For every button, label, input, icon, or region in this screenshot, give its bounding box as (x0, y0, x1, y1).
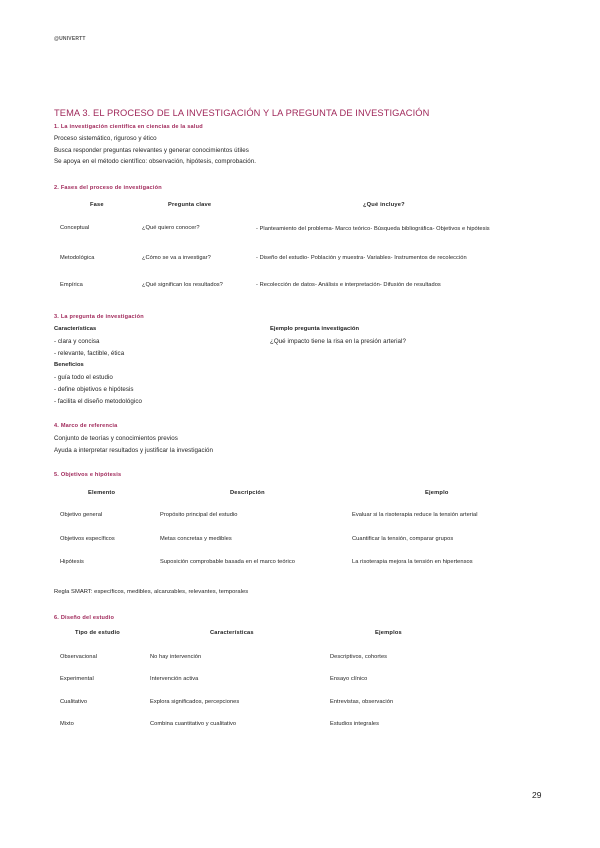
caracteristica-item: - relevante, factible, ética (54, 350, 125, 357)
phase-row-pregunta: ¿Qué significan los resultados? (142, 282, 223, 288)
brand-logo: @UNIVERTT (54, 36, 86, 42)
beneficio-item: - facilita el diseño metodológico (54, 398, 142, 405)
phase-row-pregunta: ¿Qué quiero conocer? (142, 225, 200, 231)
smart-rule-note: Regla SMART: específicos, medibles, alcanzables, relevantes, temporales (54, 589, 249, 595)
caracteristicas-label: Características (54, 326, 97, 332)
section-6-heading: 6. Diseño del estudio (54, 615, 115, 621)
section-1-heading: 1. La investigación científica en ciencias de la salud (54, 124, 203, 130)
design-row-ejemplos: Descriptivos, cohortes (330, 654, 388, 660)
phases-col-incluye: ¿Qué incluye? (363, 202, 405, 208)
phases-col-fase: Fase (90, 202, 104, 208)
design-row-caracteristicas: No hay intervención (150, 654, 202, 660)
design-row-tipo: Mixto (60, 721, 74, 727)
section-2-heading: 2. Fases del proceso de investigación (54, 185, 162, 191)
design-row-ejemplos: Estudios integrales (330, 721, 380, 727)
section-4-line: Ayuda a interpretar resultados y justificar la investigación (54, 447, 214, 454)
phase-row-fase: Empírica (60, 282, 83, 288)
beneficio-item: - define objetivos e hipótesis (54, 386, 134, 393)
objectives-col-descripcion: Descripción (230, 490, 265, 496)
design-row-caracteristicas: Explora significados, percepciones (150, 699, 240, 705)
design-row-ejemplos: Entrevistas, observación (330, 699, 394, 705)
section-5-heading: 5. Objetivos e hipótesis (54, 472, 122, 478)
section-1-line: Proceso sistemático, riguroso y ético (54, 135, 157, 142)
objectives-col-elemento: Elemento (88, 490, 116, 496)
page-number: 29 (532, 790, 542, 800)
design-row-tipo: Experimental (60, 676, 94, 682)
phase-row-incluye: - Planteamiento del problema- Marco teórico- Búsqueda bibliográfica- Objetivos e hipótesis (256, 226, 490, 232)
objective-row-ejemplo: La risoterapia mejora la tensión en hipertensos (352, 559, 473, 565)
objective-row-descripcion: Metas concretas y medibles (160, 536, 232, 542)
design-col-tipo: Tipo de estudio (75, 630, 120, 636)
beneficios-label: Beneficios (54, 362, 84, 368)
caracteristica-item: - clara y concisa (54, 338, 100, 345)
objective-row-elemento: Objetivo general (60, 512, 103, 518)
beneficio-item: - guía todo el estudio (54, 374, 113, 381)
design-row-ejemplos: Ensayo clínico (330, 676, 368, 682)
phase-row-fase: Metodológica (60, 255, 95, 261)
design-row-caracteristicas: Combina cuantitativo y cualitativo (150, 721, 237, 727)
design-col-caracteristicas: Características (210, 630, 254, 636)
ejemplo-label: Ejemplo pregunta investigación (270, 326, 360, 332)
design-row-caracteristicas: Intervención activa (150, 676, 199, 682)
objective-row-ejemplo: Cuantificar la tensión, comparar grupos (352, 536, 454, 542)
phase-row-pregunta: ¿Cómo se va a investigar? (142, 255, 211, 261)
design-col-ejemplos: Ejemplos (375, 630, 402, 636)
section-1-line: Busca responder preguntas relevantes y generar conocimientos útiles (54, 147, 249, 154)
section-1-line: Se apoya en el método científico: observación, hipótesis, comprobación. (54, 158, 257, 165)
objective-row-descripcion: Propósito principal del estudio (160, 512, 238, 518)
page-title: TEMA 3. EL PROCESO DE LA INVESTIGACIÓN Y LA PREGUNTA DE INVESTIGACIÓN (54, 108, 430, 118)
design-row-tipo: Observacional (60, 654, 98, 660)
phases-col-pregunta: Pregunta clave (168, 202, 212, 208)
phase-row-incluye: - Diseño del estudio- Población y muestra- Variables- Instrumentos de recolección (256, 255, 467, 261)
objective-row-elemento: Objetivos específicos (60, 536, 115, 542)
section-4-line: Conjunto de teorías y conocimientos previos (54, 435, 178, 442)
phase-row-incluye: - Recolección de datos- Análisis e interpretación- Difusión de resultados (256, 282, 441, 288)
section-4-heading: 4. Marco de referencia (54, 423, 118, 429)
objective-row-ejemplo: Evaluar si la risoterapia reduce la tensión arterial (352, 512, 478, 518)
objective-row-elemento: Hipótesis (60, 559, 84, 565)
objective-row-descripcion: Suposición comprobable basada en el marco teórico (160, 559, 295, 565)
phase-row-fase: Conceptual (60, 225, 90, 231)
design-row-tipo: Cualitativo (60, 699, 88, 705)
section-3-heading: 3. La pregunta de investigación (54, 314, 144, 320)
ejemplo-question: ¿Qué impacto tiene la risa en la presión arterial? (270, 338, 406, 345)
objectives-col-ejemplo: Ejemplo (425, 490, 449, 496)
